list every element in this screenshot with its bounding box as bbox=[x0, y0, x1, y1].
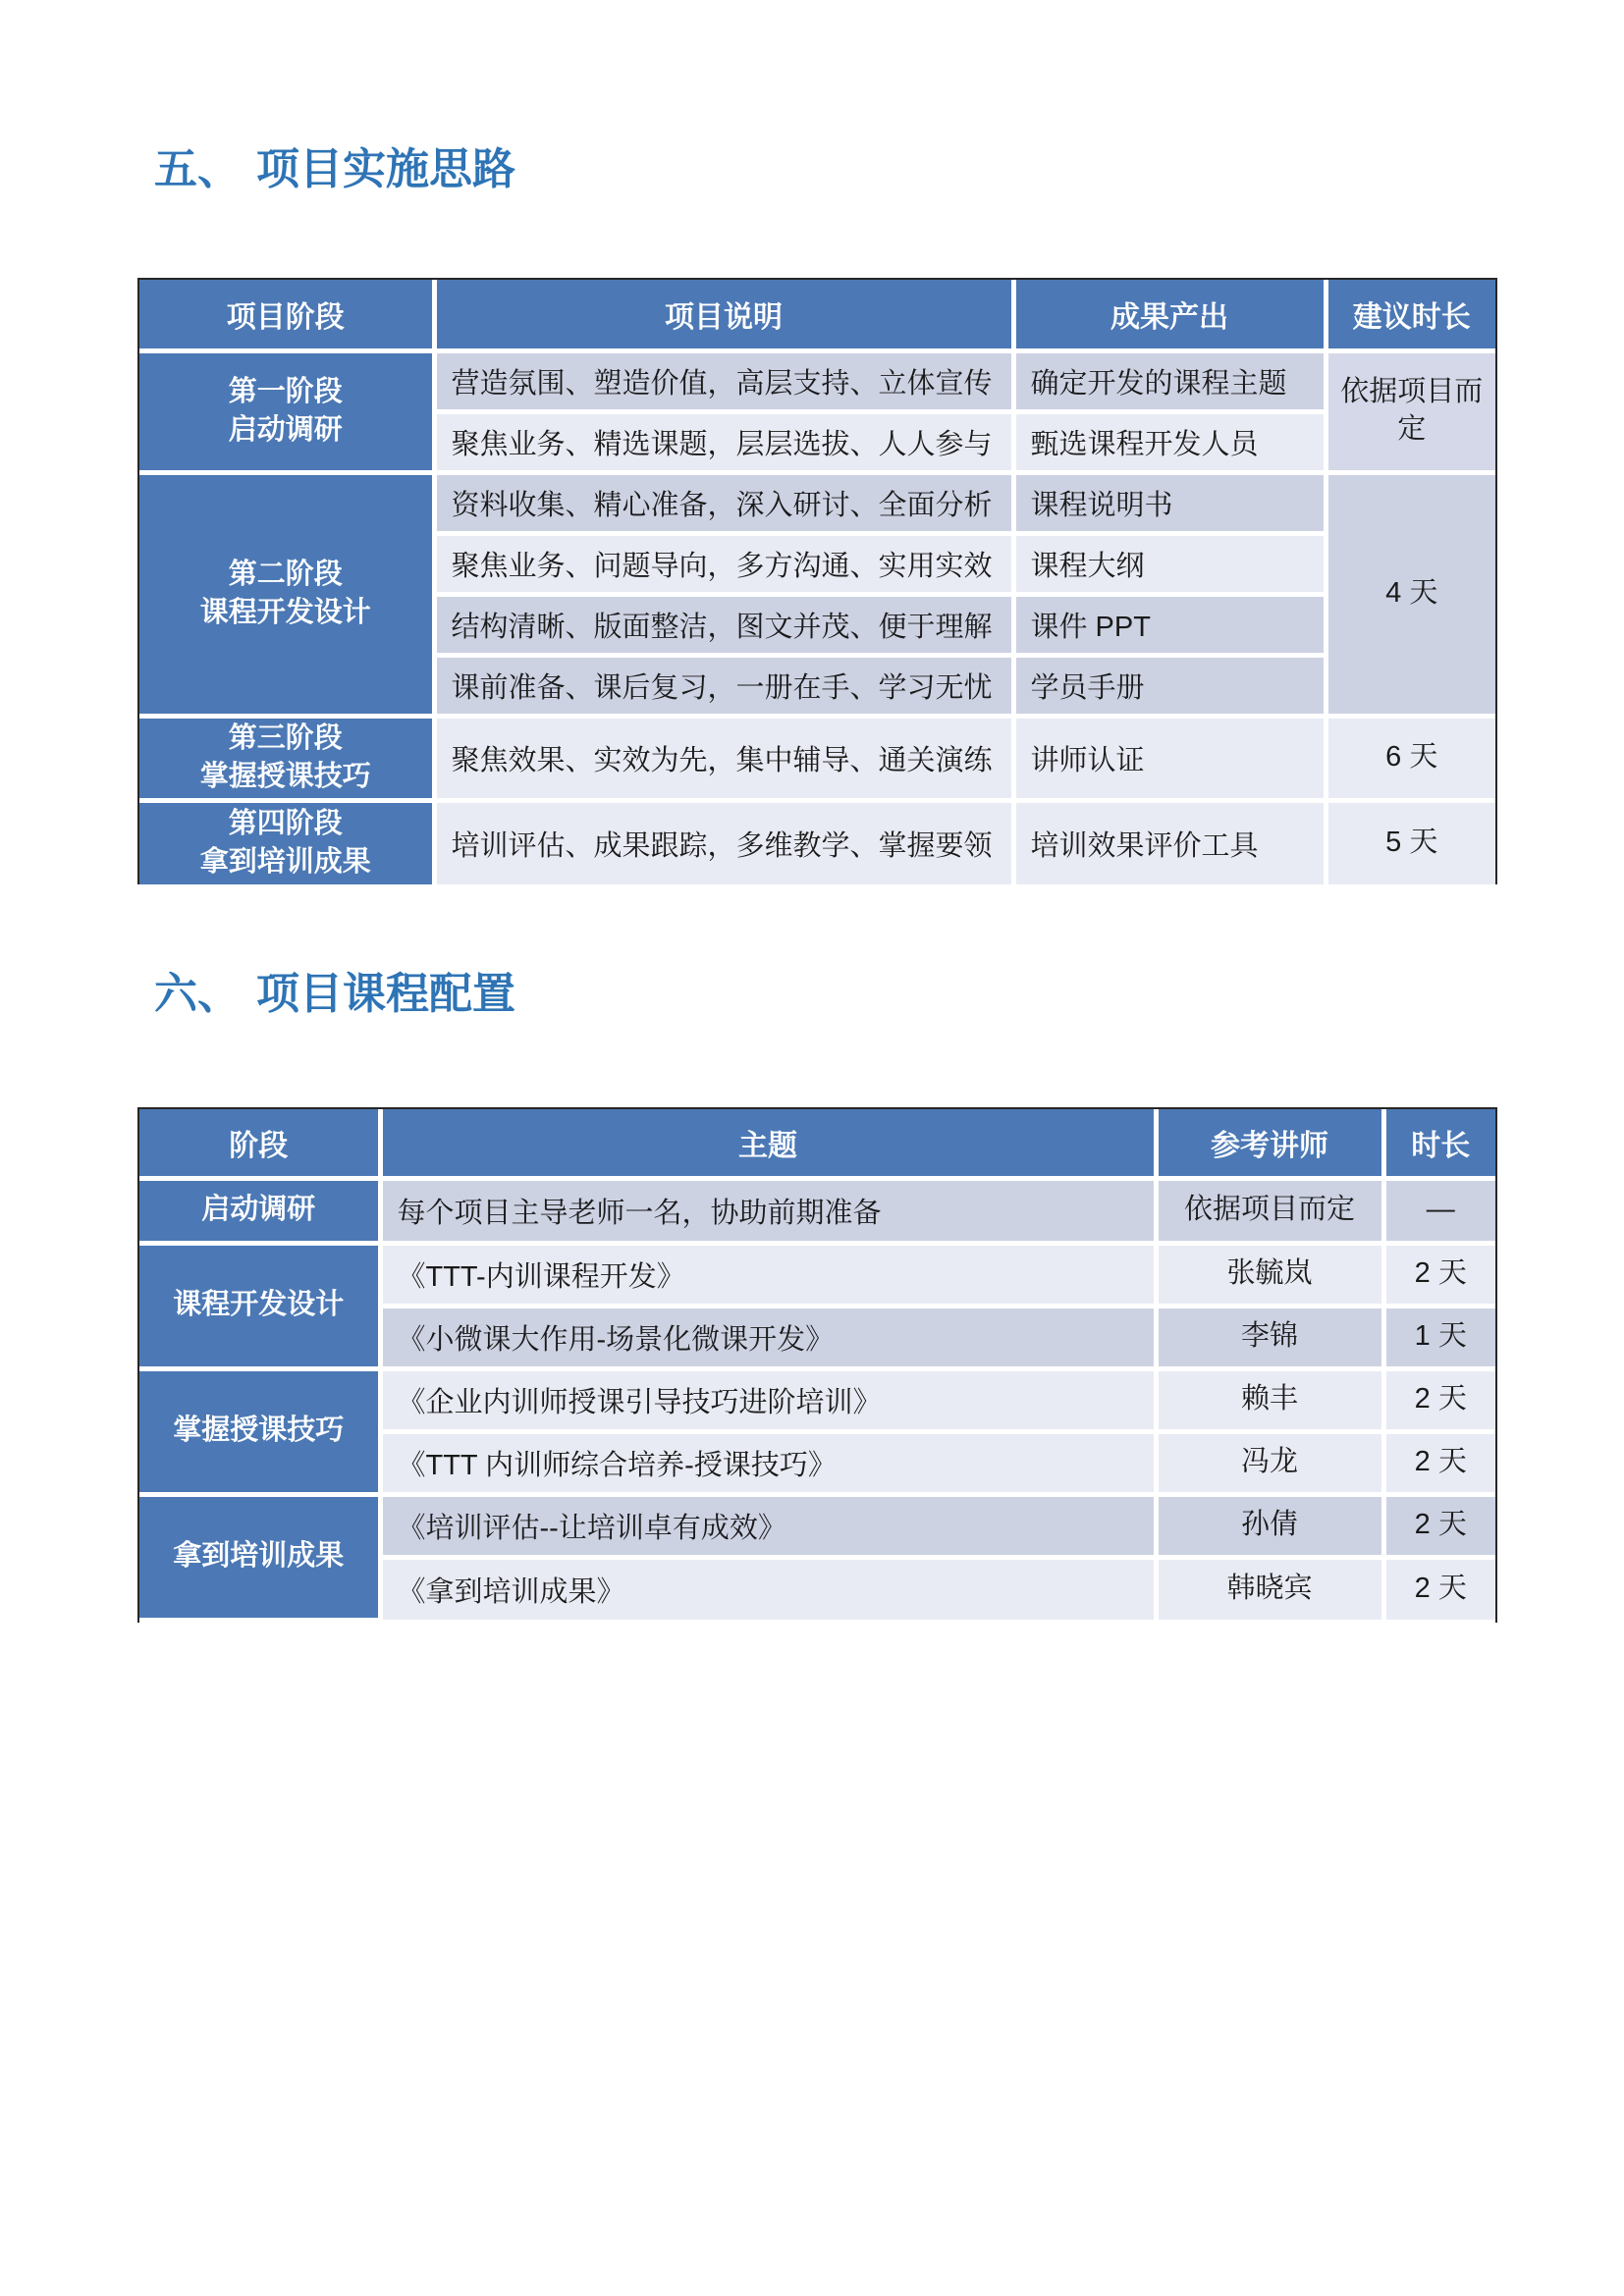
topic-cell: 每个项目主导老师一名，协助前期准备 bbox=[380, 1178, 1156, 1243]
stage-name-line2: 课程开发设计 bbox=[199, 597, 371, 628]
teacher-cell: 李锦 bbox=[1156, 1306, 1383, 1368]
stage-name-line2: 拿到培训成果 bbox=[199, 846, 371, 879]
desc-cell: 课前准备、课后复习，一册在手、学习无忧 bbox=[434, 655, 1013, 716]
t2-col-header-teacher: 参考讲师 bbox=[1156, 1109, 1383, 1178]
t2-col-header-days: 时长 bbox=[1383, 1109, 1495, 1178]
desc-cell: 培训评估、成果跟踪，多维教学、掌握要领 bbox=[434, 800, 1013, 884]
desc-cell: 营造氛围、塑造价值，高层支持、立体宣传 bbox=[434, 350, 1013, 411]
phase-cell: 课程开发设计 bbox=[139, 1243, 380, 1368]
days-cell: 1 天 bbox=[1383, 1306, 1495, 1368]
desc-cell: 资料收集、精心准备，深入研讨、全面分析 bbox=[434, 472, 1013, 533]
section5-title: 项目实施思路 bbox=[256, 145, 515, 193]
output-cell: 讲师认证 bbox=[1013, 716, 1326, 800]
section6-title: 项目课程配置 bbox=[256, 970, 515, 1018]
desc-cell: 聚焦业务、精选课题，层层选拔、人人参与 bbox=[434, 411, 1013, 472]
stage-cell bbox=[139, 472, 434, 716]
desc-cell: 聚焦业务、问题导向，多方沟通、实用实效 bbox=[434, 533, 1013, 594]
stage-name-line1: 第一阶段 bbox=[228, 375, 343, 407]
stage-cell bbox=[139, 350, 434, 472]
duration-cell: 4 天 bbox=[1326, 472, 1495, 716]
section5-number: 五、 bbox=[154, 145, 241, 193]
topic-cell: 《TTT 内训师综合培养-授课技巧》 bbox=[380, 1431, 1156, 1494]
output-cell: 培训效果评价工具 bbox=[1013, 800, 1326, 884]
topic-cell: 《培训评估--让培训卓有成效》 bbox=[380, 1494, 1156, 1557]
days-cell: 2 天 bbox=[1383, 1557, 1495, 1620]
implementation-table bbox=[137, 278, 1497, 884]
days-cell: 2 天 bbox=[1383, 1368, 1495, 1431]
teacher-cell: 赖丰 bbox=[1156, 1368, 1383, 1431]
topic-cell: 《小微课大作用-场景化微课开发》 bbox=[380, 1306, 1156, 1368]
teacher-cell: 孙倩 bbox=[1156, 1494, 1383, 1557]
stage-name-line1: 第二阶段 bbox=[228, 558, 343, 590]
stage-cell bbox=[139, 716, 434, 800]
days-cell: — bbox=[1383, 1178, 1495, 1243]
topic-cell: 《拿到培训成果》 bbox=[380, 1557, 1156, 1620]
desc-cell: 聚焦效果、实效为先，集中辅导、通关演练 bbox=[434, 716, 1013, 800]
days-cell: 2 天 bbox=[1383, 1431, 1495, 1494]
teacher-cell: 张毓岚 bbox=[1156, 1243, 1383, 1306]
section6-heading bbox=[154, 970, 515, 1020]
phase-cell: 拿到培训成果 bbox=[139, 1494, 380, 1620]
output-cell: 学员手册 bbox=[1013, 655, 1326, 716]
teacher-cell: 依据项目而定 bbox=[1156, 1178, 1383, 1243]
t1-col-header-duration: 建议时长 bbox=[1326, 280, 1495, 350]
duration-cell: 6 天 bbox=[1326, 716, 1495, 800]
course-table bbox=[137, 1107, 1497, 1623]
phase-cell: 启动调研 bbox=[139, 1178, 380, 1243]
output-cell: 课程说明书 bbox=[1013, 472, 1326, 533]
output-cell: 确定开发的课程主题 bbox=[1013, 350, 1326, 411]
duration-cell: 5 天 bbox=[1326, 800, 1495, 884]
topic-cell: 《TTT-内训课程开发》 bbox=[380, 1243, 1156, 1306]
t1-col-header-desc: 项目说明 bbox=[434, 280, 1013, 350]
output-cell: 甄选课程开发人员 bbox=[1013, 411, 1326, 472]
desc-cell: 结构清晰、版面整洁，图文并茂、便于理解 bbox=[434, 594, 1013, 655]
stage-name-line2: 掌握授课技巧 bbox=[199, 761, 371, 792]
t2-col-header-phase: 阶段 bbox=[139, 1109, 380, 1178]
output-cell: 课程大纲 bbox=[1013, 533, 1326, 594]
days-cell: 2 天 bbox=[1383, 1243, 1495, 1306]
days-cell: 2 天 bbox=[1383, 1494, 1495, 1557]
section5-heading bbox=[154, 145, 515, 195]
stage-name-line1: 第三阶段 bbox=[228, 721, 343, 754]
stage-cell bbox=[139, 800, 434, 884]
stage-name-line1: 第四阶段 bbox=[228, 808, 343, 840]
phase-cell: 掌握授课技巧 bbox=[139, 1368, 380, 1494]
output-cell: 课件 PPT bbox=[1013, 594, 1326, 655]
t1-col-header-stage: 项目阶段 bbox=[139, 280, 434, 350]
stage-name-line2: 启动调研 bbox=[228, 414, 343, 446]
topic-cell: 《企业内训师授课引导技巧进阶培训》 bbox=[380, 1368, 1156, 1431]
t2-col-header-topic: 主题 bbox=[380, 1109, 1156, 1178]
teacher-cell: 冯龙 bbox=[1156, 1431, 1383, 1494]
teacher-cell: 韩晓宾 bbox=[1156, 1557, 1383, 1620]
t1-col-header-output: 成果产出 bbox=[1013, 280, 1326, 350]
duration-cell: 依据项目而定 bbox=[1326, 350, 1495, 472]
section6-number: 六、 bbox=[154, 970, 241, 1018]
